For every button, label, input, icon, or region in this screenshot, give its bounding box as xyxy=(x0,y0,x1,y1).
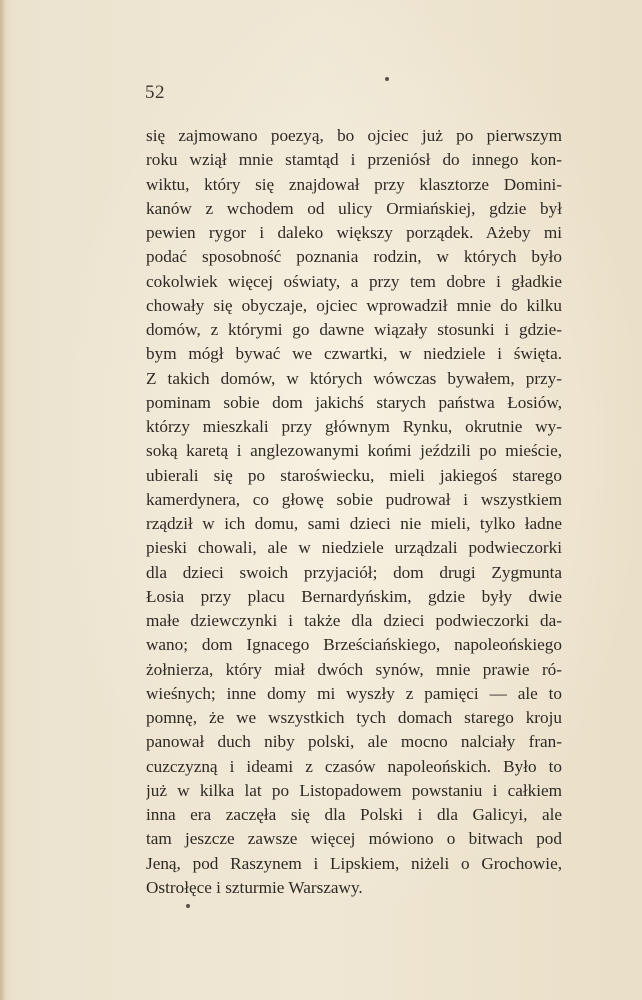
text-line: cuzczyzną i ideami z czasów napoleońskich. Było to xyxy=(146,756,562,776)
text-line: pewien rygor i daleko większy porządek. Ażeby mi xyxy=(146,223,562,242)
text-line: chowały się obyczaje, ojciec wprowadził mnie do kilku xyxy=(146,295,562,315)
text-line: roku wziął mnie stamtąd i przeniósł do innego kon- xyxy=(146,150,562,170)
text-line: wiktu, który się znajdował przy klasztorze Domini- xyxy=(146,174,562,194)
text-line: wieśnych; inne domy mi wyszły z pamięci — ale to xyxy=(146,683,562,703)
text-line: kamerdynera, co głowę sobie pudrował i wszystkiem xyxy=(146,489,562,509)
text-line: pieski chowali, ale w niedziele urządzali podwieczorki xyxy=(146,538,562,558)
text-line: Łosia przy placu Bernardyńskim, gdzie były dwie xyxy=(146,586,562,606)
text-line: Ostrołęce i szturmie Warszawy. xyxy=(146,877,363,897)
text-line: małe dziewczynki i także dla dzieci podwieczorki da- xyxy=(146,611,562,630)
text-line: cokolwiek więcej oświaty, a przy tem dobre i gładkie xyxy=(146,271,562,291)
page-number: 52 xyxy=(145,82,165,103)
text-line: dla dzieci swoich przyjaciół; dom drugi Zygmunta xyxy=(146,562,562,582)
text-line: pomnę, że we wszystkich tych domach starego kroju xyxy=(146,708,562,727)
text-line: podać sposobność poznania rodzin, w których było xyxy=(146,247,562,267)
text-line: domów, z którymi go dawne wiązały stosunki i gdzie- xyxy=(146,320,562,339)
text-line: soką karetą i anglezowanymi końmi jeździli po mieście, xyxy=(146,441,562,461)
text-line: tam jeszcze zawsze więcej mówiono o bitwach pod xyxy=(146,829,562,849)
ink-speck xyxy=(385,77,389,81)
text-line: Z takich domów, w których wówczas bywałem, przy- xyxy=(146,368,562,388)
text-line: wano; dom Ignacego Brześciańskiego, napoleońskiego xyxy=(146,635,562,655)
ink-speck xyxy=(186,904,190,908)
text-line: się zajmowano poezyą, bo ojciec już po pierwszym xyxy=(146,126,562,145)
text-line: panował duch niby polski, ale mocno nalciały fran- xyxy=(146,732,562,752)
text-line: inna era zaczęła się dla Polski i dla Galicyi, ale xyxy=(146,805,562,824)
text-line: bym mógł bywać we czwartki, w niedziele i święta. xyxy=(146,344,562,364)
text-line: którzy mieszkali przy głównym Rynku, okrutnie wy- xyxy=(146,417,562,436)
body-text xyxy=(146,124,562,900)
text-line: kanów z wchodem od ulicy Ormiańskiej, gdzie był xyxy=(146,198,562,218)
text-line: już w kilka lat po Listopadowem powstaniu i całkiem xyxy=(146,780,562,800)
text-line: Jeną, pod Raszynem i Lipskiem, niżeli o Grochowie, xyxy=(146,853,562,873)
text-line: rządził w ich domu, sami dzieci nie mieli, tylko ładne xyxy=(146,514,562,533)
text-line: pominam sobie dom jakichś starych państwa Łosiów, xyxy=(146,392,562,412)
page-spine-shadow xyxy=(0,0,6,1000)
text-line: ubierali się po staroświecku, mieli jakiegoś starego xyxy=(146,465,562,485)
text-line: żołnierza, który miał dwóch synów, mnie prawie ró- xyxy=(146,659,562,679)
